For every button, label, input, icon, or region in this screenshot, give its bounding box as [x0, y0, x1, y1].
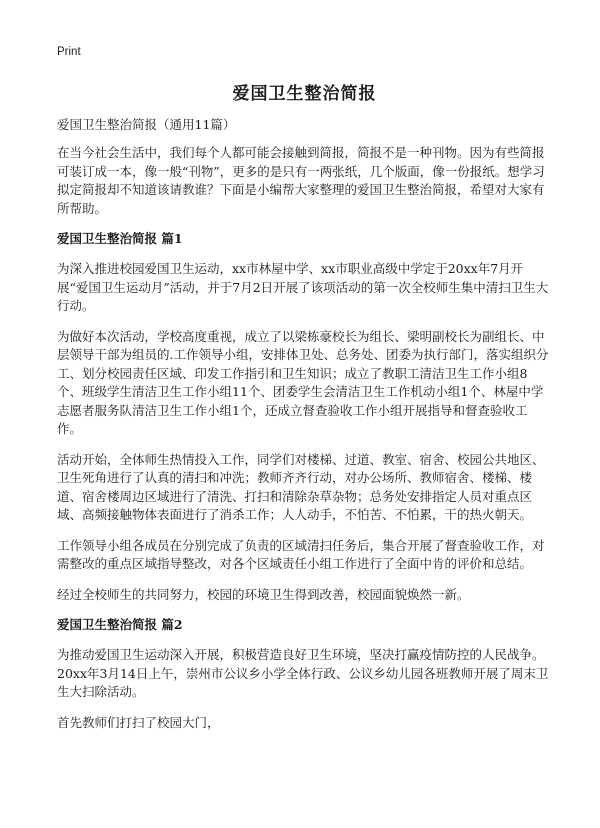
paragraph: 首先教师们打扫了校园大门， — [57, 714, 220, 730]
paragraph: 为深入推进校园爱国卫生运动，xx市林屋中学、xx市职业高级中学定于20xx年7月开展“爱国卫生运动月”活动，并于7月2日开展了该项活动的第一次全校师生集中清扫卫生大行动。 — [57, 261, 549, 313]
paragraph: 为推动爱国卫生运动深入开展，积极营造良好卫生环境，坚决打赢疫情防控的人民战争。20xx年3月14日上午，崇州市公议乡小学全体行政、公议乡幼儿园各班教师开展了周末卫生大扫除活动。 — [57, 647, 549, 699]
print-link[interactable]: Print — [57, 46, 81, 58]
section-heading-2: 爱国卫生整治简报 篇2 — [57, 617, 183, 632]
intro-paragraph: 在当今社会生活中，我们每个人都可能会接触到简报，简报不是一种刊物。因为有些简报可装订成一本，像一般“刊物”，更多的是只有一两张纸，几个版面，像一份报纸。想学习拟定简报却不知道该请教谁？下面是小编帮大家整理的爱国卫生整治简报，希望对大家有所帮助。 — [57, 145, 545, 216]
paragraph: 经过全校师生的共同努力，校园的环境卫生得到改善，校园面貌焕然一新。 — [57, 586, 470, 602]
section-heading-1: 爱国卫生整治简报 篇1 — [57, 231, 183, 246]
paragraph: 为做好本次活动，学校高度重视，成立了以梁栋豪校长为组长、梁明副校长为副组长、中层领导干部为组员的.工作领导小组，安排体卫处、总务处、团委为执行部门，落实组织分工、划分校园责任区域、印发工作指引和卫生知识；成立了教职工清洁卫生工作小组8个、班级学生清洁卫生工作小组11个、团委学生会清洁卫生工作机动小组1个、林屋中学志愿者服务队清洁卫生工作小组1个，还成立督查验收工作小组开展指导和督查验收工作。 — [57, 328, 549, 436]
document-title: 爱国卫生整治简报 — [232, 84, 377, 104]
paragraph: 活动开始，全体师生热情投入工作，同学们对楼梯、过道、教室、宿舍、校园公共地区、卫生死角进行了认真的清扫和冲洗；教师齐齐行动，对办公场所、教师宿舍、楼梯、楼道、宿舍楼周边区域进行了清洗、打扫和清除杂草杂物；总务处安排指定人员对重点区域、高频接触物体表面进行了消杀工作；人人动手，不怕苦、不怕累，干的热火朝天。 — [57, 451, 545, 522]
paragraph: 工作领导小组各成员在分别完成了负责的区域清扫任务后，集合开展了督查验收工作，对需整改的重点区域指导整改，对各个区域责任小组工作进行了全面中肯的评价和总结。 — [57, 537, 545, 571]
document-subtitle: 爱国卫生整治简报（通用11篇） — [57, 117, 236, 132]
